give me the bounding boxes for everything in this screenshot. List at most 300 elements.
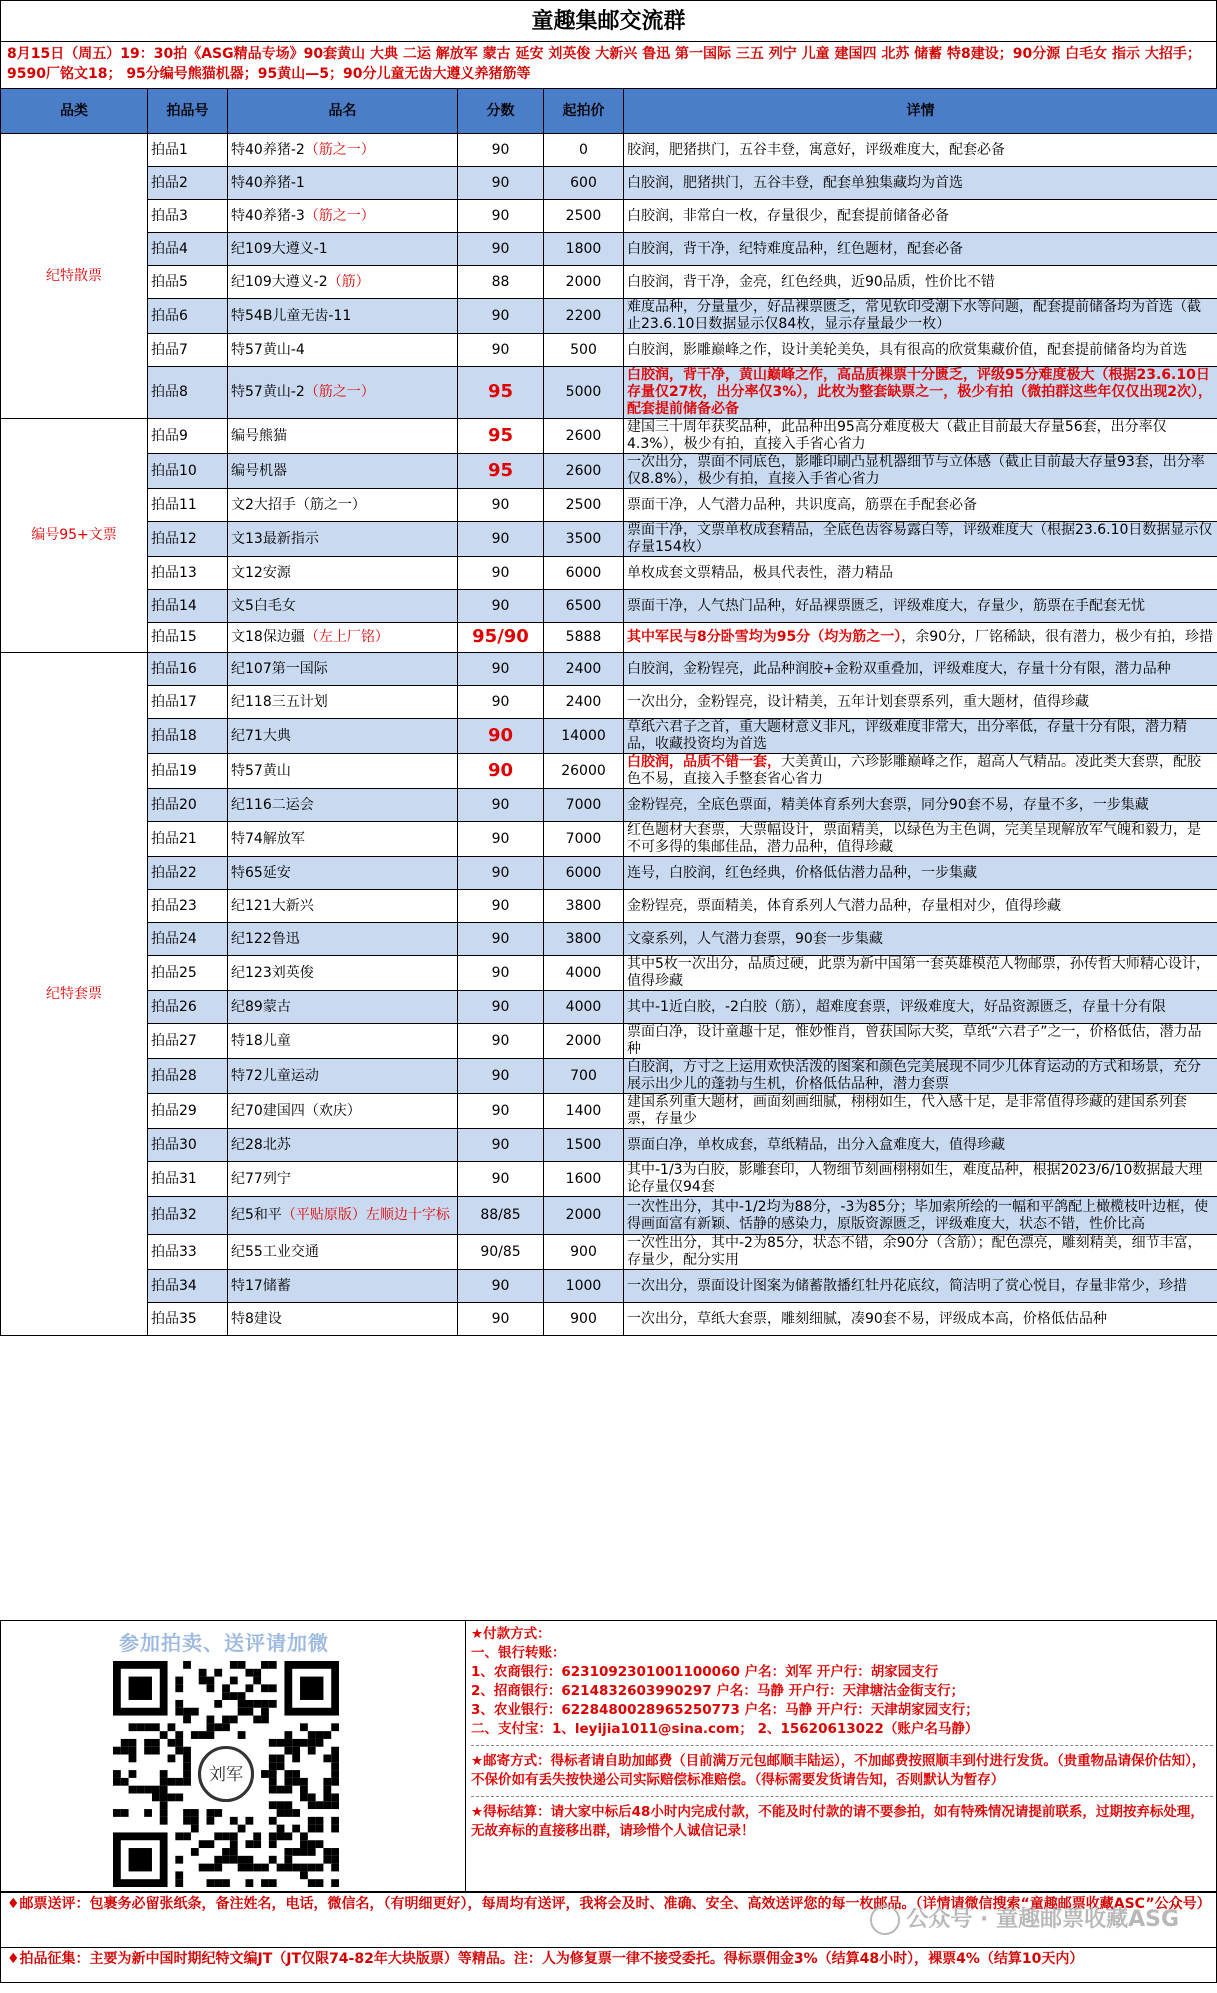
lot-number-text: 拍品35 [151,1310,197,1327]
lot-detail-text: 白胶润，肥猪拱门，五谷丰登，配套单独集藏均为首选 [627,174,963,191]
lot-detail-text: 建国三十周年获奖品种，此品种出95高分难度极大（截止目前最大存量56套，出分率仅4.3%），极少有拍，直接入手省心省力 [627,419,1167,452]
lot-start-price-text: 2600 [565,427,602,444]
lot-detail-text: ，余90分，厂铭稀缺，很有潜力，极少有拍，珍措 [901,629,1214,645]
lot-name-text: 纪70建国四（欢庆） [231,1102,361,1119]
lot-start-price [544,1303,624,1336]
lot-name-text: 纪71大典 [231,727,291,744]
lot-number [148,200,228,233]
lot-start-price-text: 500 [570,341,597,358]
lot-start-price-text: 4000 [565,964,602,981]
lot-detail-text: 其中5枚一次出分，品质过硬，此票为新中国第一套英雄模范人物邮票，孙传哲大师精心设计，值得珍藏 [627,956,1210,989]
lot-detail [624,1129,1217,1162]
lot-start-price [544,956,624,991]
lot-number-text: 拍品6 [151,307,188,324]
lot-start-price-text: 2400 [565,693,602,710]
lot-score [458,822,544,857]
lot-start-price [544,1059,624,1094]
table-row [1,367,1217,419]
lot-start-price-text: 2600 [565,462,602,479]
lot-number [148,686,228,719]
lot-score [458,233,544,266]
lot-start-price-text: 600 [570,174,597,191]
lot-number [148,857,228,890]
lot-score-text: 90 [491,207,510,224]
lot-start-price [544,890,624,923]
table-row [1,200,1217,233]
lot-detail-text: 票面白净，单枚成套，草纸精品，出分入盒难度大，值得珍藏 [627,1136,1005,1153]
lot-name [228,233,458,266]
seal-text: 刘军 [208,1765,244,1786]
lot-score [458,1162,544,1197]
lot-name [228,266,458,299]
lot-number [148,623,228,653]
lot-score [458,367,544,419]
table-row [1,686,1217,719]
lot-number [148,754,228,789]
lot-name-text: 纪123刘英俊 [231,964,314,981]
lot-number [148,489,228,522]
table-row [1,167,1217,200]
consignment-notice: ♦拍品征集：主要为新中国时期纪特文编JT（JT仅限74-82年大块版票）等精品。注：人为修复票一律不接受委托。得标票佣金3%（结算48小时），裸票4%（结算10天内） [0,1947,1217,1983]
lot-start-price-text: 0 [579,141,588,158]
lot-start-price [544,454,624,489]
lot-detail-text: 一次出分，票面设计图案为储蓄散播红牡丹花底纹，简洁明了赏心悦目，存量非常少，珍措 [627,1277,1187,1294]
lot-score [458,200,544,233]
lot-detail-text: 难度品种，分量量少，好品裸票匮乏，常见软印受潮下水等问题，配套提前储备均为首选（截止23.6.10日数据显示仅84枚，显示存量最少一枚） [627,299,1201,332]
lot-number [148,590,228,623]
lot-score-text: 90 [491,930,510,947]
lot-name [228,686,458,719]
lot-number-text: 拍品31 [151,1170,197,1187]
lot-number-text: 拍品11 [151,496,197,513]
lot-start-price-text: 1000 [565,1277,602,1294]
lot-start-price [544,299,624,334]
lot-name [228,1162,458,1197]
lot-detail-text: 一次出分，草纸大套票，雕刻细腻，凑90套不易，评级成本高，价格低估品种 [627,1310,1107,1327]
lot-name [228,719,458,754]
table-row [1,923,1217,956]
lot-number-text: 拍品29 [151,1102,197,1119]
appraisal-notice: ♦邮票送评：包裹务必留张纸条，备注姓名，电话，微信名，（有明细更好），每周均有送评，我将会及时、准确、安全、高效送评您的每一枚邮品。（详情请微信搜索“童趣邮票收藏ASC”公众号） [0,1892,1217,1948]
lot-name-text: 特40养猪-2 [231,141,305,158]
page-title: 童趣集邮交流群 [0,0,1217,42]
lot-number-text: 拍品21 [151,830,197,847]
lot-score [458,956,544,991]
lot-name [228,890,458,923]
lot-tag: （筋） [327,273,370,290]
lot-name-text: 文13最新指示 [231,530,319,547]
lot-name-text: 纪89蒙古 [231,998,291,1015]
lot-start-price [544,1094,624,1129]
lot-detail [624,489,1217,522]
lot-detail-text: 红色题材大套票，大票幅设计，票面精美，以绿色为主色调，完美呈现解放军气魄和毅力，是不可多得的集邮佳品，潜力品种，值得珍藏 [627,822,1201,855]
lot-start-price-text: 5888 [565,629,602,645]
lot-number-text: 拍品32 [151,1207,197,1223]
table-row [1,719,1217,754]
lot-number-text: 拍品34 [151,1277,197,1294]
lot-start-price-text: 6500 [565,597,602,614]
lot-detail [624,167,1217,200]
bank-account-1: 1、农商银行：6231092301001100060 户名：刘军 开户行：胡家园支行 [471,1664,939,1680]
lot-name-text: 特17储蓄 [231,1277,291,1294]
lot-start-price [544,1235,624,1270]
lot-score [458,754,544,789]
lot-score-text: 95 [487,424,514,446]
header-start-price: 起拍价 [544,89,624,134]
payment-heading: ★付款方式： [471,1626,551,1642]
lot-score [458,991,544,1024]
lot-name [228,623,458,653]
lot-detail-text: 建国系列重大题材，画面刻画细腻，栩栩如生，代入感十足，是非常值得珍藏的建国系列套票，存量少 [627,1094,1187,1127]
lot-name-text: 纪5和平 [231,1207,282,1223]
lot-detail [624,522,1217,557]
lot-start-price-text: 2500 [565,496,602,513]
lot-name-text: 纪109大遵义-2 [231,273,328,290]
table-row [1,590,1217,623]
lot-score [458,1270,544,1303]
lot-score [458,334,544,367]
lot-start-price-text: 3500 [565,530,602,547]
lot-start-price [544,686,624,719]
lot-name [228,822,458,857]
lot-name-text: 纪116二运会 [231,796,314,813]
header-name: 品名 [228,89,458,134]
lot-detail-text: 金粉锃亮，票面精美，体育系列人气潜力品种，存量相对少，值得珍藏 [627,897,1061,914]
lot-number-text: 拍品25 [151,964,197,981]
lot-detail-text: 一次出分，票面不同底色，影雕印刷凸显机器细节与立体感（截止目前最大存量93套，出分率仅8.8%），极少有拍，直接入手省心省力 [627,454,1205,487]
lot-detail-text: 白胶润，方寸之上运用欢快活泼的图案和颜色完美展现不同少儿体育运动的方式和场景，充分展示出少儿的蓬勃与生机，价格低估品种，潜力套票 [627,1059,1201,1092]
header-detail: 详情 [624,89,1217,134]
lot-detail-text: 票面干净，人气潜力品种，共识度高，筋票在手配套必备 [627,496,977,513]
table-row [1,754,1217,789]
lot-start-price-text: 3800 [565,930,602,947]
lot-number [148,557,228,590]
bank-account-2: 2、招商银行：6214832603990297 户名：马静 开户行：天津塘沽金街支行； [471,1683,965,1699]
lot-number [148,822,228,857]
lot-number [148,653,228,686]
lot-score [458,522,544,557]
lot-detail-text: 白胶润，非常白一枚，存量很少，配套提前储备必备 [627,207,949,224]
lot-number-text: 拍品8 [151,384,188,400]
lot-score-text: 90 [491,174,510,191]
lot-start-price-text: 900 [570,1310,597,1327]
lot-number-text: 拍品14 [151,597,197,614]
lot-number-text: 拍品28 [151,1067,197,1084]
lot-start-price [544,233,624,266]
lot-start-price [544,991,624,1024]
lot-name-text: 纪121大新兴 [231,897,314,914]
alipay-account: 二、支付宝：1、leyijia1011@sina.com； 2、15620613022（账户名马静） [471,1721,979,1737]
lot-score [458,1197,544,1235]
lot-number-text: 拍品20 [151,796,197,813]
table-row [1,419,1217,454]
watermark-text: 公众号 · 童趣邮票收藏ASG [906,1907,1179,1932]
bank-account-3: 3、农业银行：6228480028965250773 户名：马静 开户行：天津胡家园支行； [471,1702,979,1718]
lot-name [228,857,458,890]
lot-detail [624,590,1217,623]
lot-score-text: 90/85 [480,1243,521,1260]
table-row [1,233,1217,266]
lot-detail [624,200,1217,233]
table-header [1,89,1217,134]
lot-start-price-text: 1800 [565,240,602,257]
lot-name-text: 文12安源 [231,564,291,581]
lot-score-text: 95 [487,459,514,481]
payment-info [471,1625,1213,1841]
lot-score [458,623,544,653]
lot-number-text: 拍品9 [151,427,188,444]
lot-start-price [544,419,624,454]
lot-start-price [544,200,624,233]
header-lot: 拍品号 [148,89,228,134]
table-row [1,134,1217,167]
lot-score [458,1235,544,1270]
lot-number [148,890,228,923]
lot-detail [624,686,1217,719]
lot-detail [624,991,1217,1024]
footer-panel [0,1620,1217,1892]
qr-code-icon[interactable] [113,1661,339,1887]
lot-score [458,557,544,590]
lot-start-price [544,923,624,956]
lot-name [228,1197,458,1235]
table-row [1,522,1217,557]
lot-score [458,1303,544,1336]
lot-score-text: 90 [491,693,510,710]
lot-tag: （筋之一） [304,141,375,158]
table-row [1,1129,1217,1162]
lot-number-text: 拍品7 [151,341,188,358]
lot-start-price-text: 1500 [565,1136,602,1153]
lot-name [228,334,458,367]
lot-name-text: 特8建设 [231,1310,282,1327]
lot-score-text: 95 [487,381,514,402]
lot-number-text: 拍品19 [151,762,197,779]
lot-name [228,299,458,334]
qr-heading: 参加拍卖、送评请加微 [119,1631,329,1655]
lot-detail-text: 金粉锃亮，全底色票面，精美体育系列大套票，同分90套不易，存量不多，一步集藏 [627,796,1149,813]
lot-score-text: 88/85 [480,1207,521,1223]
lot-number [148,522,228,557]
lot-number-text: 拍品27 [151,1032,197,1049]
lot-detail-text: 一次性出分，其中-2为85分，状态不错，余90分（含筋）；配色漂亮，雕刻精美，细节丰富，存量少，配分实用 [627,1235,1202,1268]
lot-score-text: 90 [491,530,510,547]
lot-score [458,686,544,719]
table-row [1,1197,1217,1235]
lot-detail-text: 票面干净，文票单枚成套精品，全底色齿容易露白等，评级难度大（根据23.6.10日数据显示仅存量154枚） [627,522,1213,555]
lot-name-text: 特74解放军 [231,830,305,847]
lot-start-price-text: 26000 [561,762,606,779]
table-row [1,956,1217,991]
lot-start-price-text: 2000 [565,1207,602,1223]
lot-score-text: 90 [491,864,510,881]
table-row [1,454,1217,489]
lot-score-text: 90 [491,964,510,981]
lot-detail-highlight: 其中军民与8分卧雪均为95分（均为筋之一） [627,629,902,645]
header-category: 品类 [1,89,148,134]
lot-score-text: 90 [491,1170,510,1187]
lot-detail [624,299,1217,334]
lot-start-price-text: 2200 [565,307,602,324]
lot-detail-text: 文豪系列，人气潜力套票，90套一步集藏 [627,930,883,947]
lot-score-text: 90 [487,759,514,781]
lot-number [148,454,228,489]
lot-name [228,489,458,522]
lot-start-price [544,334,624,367]
lot-number [148,1094,228,1129]
lot-number [148,1270,228,1303]
table-row [1,1303,1217,1336]
bank-transfer-title: 一、银行转账： [471,1645,566,1661]
lot-detail-text: 一次性出分，其中-1/2均为88分，-3为85分；毕加索所绘的一幅和平鸽配上橄榄枝叶边框，使得画面富有新颖、恬静的感染力，原版资源匮乏，评级难度大，状态不错，性价比高 [627,1198,1209,1232]
lot-detail [624,419,1217,454]
lot-detail [624,1024,1217,1059]
lot-name-text: 特57黄山 [231,762,291,779]
lot-number-text: 拍品12 [151,530,197,547]
lot-name [228,1270,458,1303]
lot-score [458,923,544,956]
lot-name-text: 特54B儿童无齿-11 [231,307,352,324]
lot-name [228,1024,458,1059]
lot-start-price [544,522,624,557]
lot-score-text: 90 [491,1310,510,1327]
lot-start-price [544,557,624,590]
lot-name-text: 纪109大遵义-1 [231,240,328,257]
lot-number [148,1303,228,1336]
lot-start-price [544,754,624,789]
lot-start-price [544,1129,624,1162]
lot-score [458,1024,544,1059]
lot-name [228,522,458,557]
category-cell: 编号95+文票 [1,419,148,653]
lot-start-price-text: 1400 [565,1102,602,1119]
lot-tag: （筋之一） [304,384,375,400]
lot-name [228,134,458,167]
lot-name-text: 特18儿童 [231,1032,291,1049]
lot-detail [624,1059,1217,1094]
lot-start-price [544,623,624,653]
lot-name [228,991,458,1024]
lot-score [458,419,544,454]
table-row [1,1024,1217,1059]
lot-score-text: 90 [487,724,514,746]
table-row [1,789,1217,822]
lot-score-text: 90 [491,1067,510,1084]
lot-detail [624,454,1217,489]
lot-number [148,419,228,454]
table-row [1,991,1217,1024]
lot-number-text: 拍品26 [151,998,197,1015]
lot-name-text: 纪55工业交通 [231,1243,319,1260]
lot-detail [624,890,1217,923]
lot-detail [624,1094,1217,1129]
table-row [1,857,1217,890]
lot-detail-text: 白胶润，影雕巅峰之作，设计美轮美奂，具有很高的欣赏集藏价值，配套提前储备均为首选 [627,341,1187,358]
lot-number [148,1024,228,1059]
lot-name-text: 文5白毛女 [231,597,296,614]
header-score: 分数 [458,89,544,134]
table-row [1,1235,1217,1270]
lot-detail [624,1303,1217,1336]
lot-name [228,419,458,454]
lot-number-text: 拍品15 [151,629,197,645]
lot-name [228,200,458,233]
lot-score [458,266,544,299]
lot-name-text: 纪28北苏 [231,1136,291,1153]
lot-number-text: 拍品13 [151,564,197,581]
lot-score [458,489,544,522]
lot-name [228,653,458,686]
lot-number [148,367,228,419]
lot-number-text: 拍品23 [151,897,197,914]
lot-name-text: 纪107第一国际 [231,660,328,677]
lot-number [148,923,228,956]
lot-score-text: 90 [491,1032,510,1049]
lot-score [458,719,544,754]
lot-score [458,167,544,200]
lot-number-text: 拍品30 [151,1136,197,1153]
lot-name [228,367,458,419]
lot-score [458,653,544,686]
lot-start-price [544,1162,624,1197]
lot-number-text: 拍品33 [151,1243,197,1260]
lot-score-text: 90 [491,1136,510,1153]
lot-score [458,134,544,167]
lot-start-price-text: 2000 [565,273,602,290]
lot-detail-text: 白胶润，金粉锃亮，此品种润胶+金粉双重叠加，评级难度大，存量十分有限，潜力品种 [627,660,1171,677]
lot-score-text: 88 [491,273,510,290]
lot-start-price-text: 2500 [565,207,602,224]
lot-score [458,1059,544,1094]
lot-number [148,266,228,299]
table-row [1,334,1217,367]
lot-name-text: 编号熊猫 [231,427,287,444]
lot-tag: （筋之一） [304,207,375,224]
lot-score [458,857,544,890]
lot-number-text: 拍品24 [151,930,197,947]
lot-name-text: 特57黄山-2 [231,384,305,400]
lot-name [228,789,458,822]
lot-tag: （左上厂铭） [304,629,389,645]
table-row [1,890,1217,923]
lot-detail [624,857,1217,890]
lot-name [228,956,458,991]
lot-start-price [544,653,624,686]
lot-name [228,1094,458,1129]
lot-detail [624,1235,1217,1270]
lot-tag: （平贴原版）左顺边十字标 [281,1207,450,1223]
lot-start-price-text: 1600 [565,1170,602,1187]
lot-detail-text: 票面白净，设计童趣十足，惟妙惟肖，曾获国际大奖，草纸“六君子”之一，价格低估，潜力品种 [627,1024,1202,1057]
lot-score [458,1129,544,1162]
lot-detail-text: 单枚成套文票精品，极具代表性，潜力精品 [627,564,893,581]
lot-score [458,299,544,334]
lot-number [148,1059,228,1094]
lot-start-price [544,590,624,623]
lot-number-text: 拍品5 [151,273,188,290]
table-row [1,266,1217,299]
lot-start-price [544,789,624,822]
lot-detail [624,266,1217,299]
lot-detail [624,923,1217,956]
table-row [1,822,1217,857]
lot-score-text: 90 [491,1277,510,1294]
lot-start-price [544,367,624,419]
lot-score-text: 90 [491,240,510,257]
table-row [1,623,1217,653]
lot-detail [624,754,1217,789]
lot-number-text: 拍品3 [151,207,188,224]
